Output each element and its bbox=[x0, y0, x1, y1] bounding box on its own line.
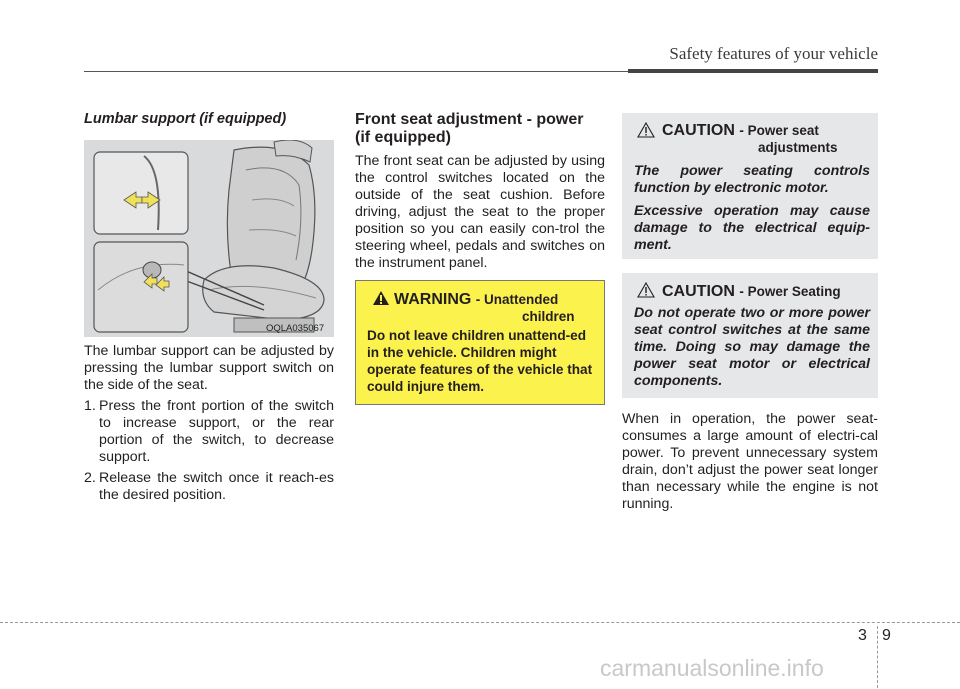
step-text: Release the switch once it reach-es the desired position. bbox=[99, 470, 334, 503]
page-separator bbox=[877, 626, 879, 688]
caution1-para1: The power seating controls function by electronic motor. bbox=[634, 163, 870, 196]
step-number: 1. bbox=[84, 398, 96, 414]
warning-body: Do not leave children unattend-ed in the vehicle. Children might operate features of the vehicle that could injure them. bbox=[367, 328, 593, 394]
caution2-subtitle: - Power Seating bbox=[739, 284, 841, 299]
power-consumption-paragraph: When in operation, the power seat-consumes a large amount of electri-cal power. To prevent unnecessary system drain, don’t adjust the power seat longer than necessary while the engine is not running. bbox=[622, 411, 878, 512]
caution1-subtitle-1: - Power seat bbox=[739, 123, 819, 138]
footer-rule bbox=[0, 622, 960, 623]
caution-box-power-seating bbox=[622, 273, 878, 398]
page-number: 9 bbox=[882, 627, 891, 644]
lumbar-figure bbox=[84, 140, 334, 337]
caution2-para1: Do not operate two or more power seat control switches at the same time. Doing so may damage the power seat motor or electrical components. bbox=[634, 305, 870, 389]
lumbar-intro: The lumbar support can be adjusted by pressing the lumbar support switch on the side of the seat. bbox=[84, 343, 334, 393]
warning-triangle-icon bbox=[372, 290, 390, 306]
caution-triangle-icon bbox=[637, 282, 655, 298]
power-seat-body bbox=[355, 153, 605, 272]
caution1-subtitle-2: adjustments bbox=[758, 140, 838, 155]
step-item bbox=[84, 470, 334, 504]
warning-label: WARNING bbox=[394, 291, 472, 308]
figure-code: OQLA035067 bbox=[266, 323, 325, 334]
warning-box bbox=[355, 280, 605, 405]
header-rule-accent bbox=[628, 69, 878, 73]
step-number: 2. bbox=[84, 470, 96, 486]
header-title: Safety features of your vehicle bbox=[669, 44, 878, 63]
lumbar-heading: Lumbar support (if equipped) bbox=[84, 111, 287, 127]
caution2-title bbox=[662, 283, 841, 301]
caution-triangle-icon bbox=[637, 122, 655, 138]
seat-illustration bbox=[84, 140, 334, 337]
caution-box-adjustments bbox=[622, 113, 878, 259]
warning-subtitle-1: - Unattended bbox=[475, 292, 559, 307]
chapter-number: 3 bbox=[858, 627, 867, 644]
warning-subtitle-2: children bbox=[522, 309, 575, 324]
caution1-para2: Excessive operation may cause damage to the electrical equip-ment. bbox=[634, 203, 870, 253]
power-consumption-body bbox=[622, 411, 878, 513]
power-seat-heading bbox=[355, 111, 610, 147]
caution2-label: CAUTION bbox=[662, 283, 735, 300]
power-seat-heading-line1: Front seat adjustment - power bbox=[355, 111, 584, 128]
warning-title bbox=[394, 291, 575, 324]
caution2-body bbox=[634, 305, 870, 396]
caution1-title bbox=[662, 122, 838, 155]
caution1-body bbox=[634, 163, 870, 260]
caution1-label: CAUTION bbox=[662, 122, 735, 139]
lumbar-steps bbox=[84, 398, 334, 504]
power-seat-heading-line2: (if equipped) bbox=[355, 129, 451, 146]
power-seat-paragraph: The front seat can be adjusted by using the control switches located on the outside of the seat cushion. Before driving, adjust the seat to the proper position so you can easily con-trol the steering wheel, pedals and switches on the instrument panel. bbox=[355, 153, 605, 271]
lumbar-body bbox=[84, 343, 334, 508]
step-text: Press the front portion of the switch to increase support, or the rear portion of the switch, to decrease support. bbox=[99, 398, 334, 465]
step-item bbox=[84, 398, 334, 466]
watermark: carmanualsonline.info bbox=[600, 655, 824, 681]
